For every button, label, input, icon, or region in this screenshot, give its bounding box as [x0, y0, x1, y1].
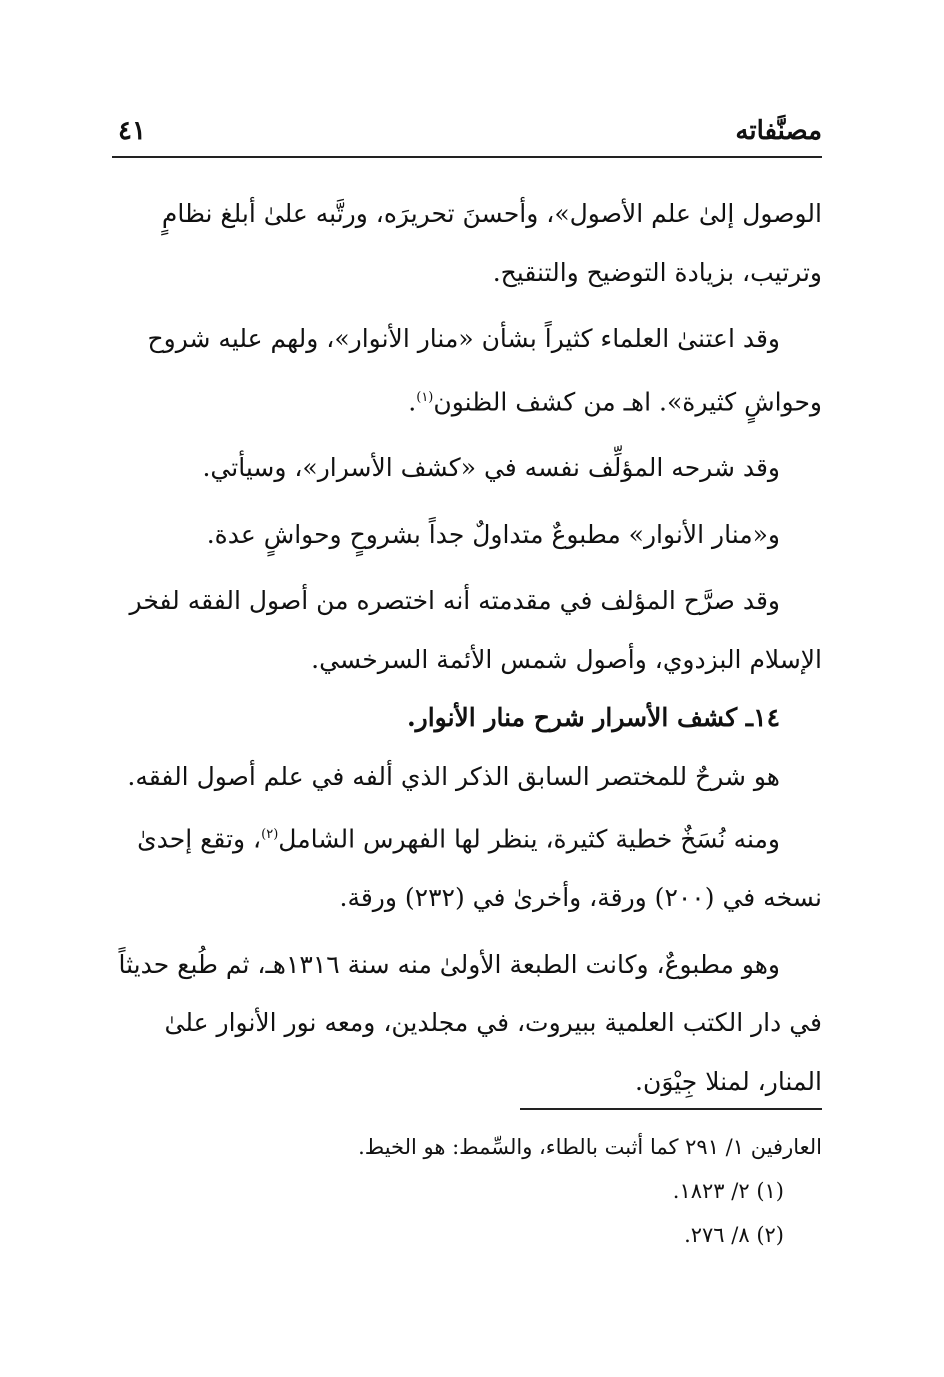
footnote-2: (٢) ٨/ ٢٧٦.	[684, 1223, 784, 1247]
running-title: مصنَّفاته	[735, 116, 822, 146]
paragraph-7-line-1	[112, 806, 822, 869]
page-header	[112, 108, 822, 158]
paragraph-1-line-2: وترتيب، بزيادة التوضيح والتنقيح.	[492, 257, 822, 287]
footnote-separator	[520, 1108, 822, 1110]
paragraph-2-end: .	[408, 386, 417, 416]
paragraph-8-line-3: المنار، لمنلا جِيْوَن.	[635, 1066, 822, 1096]
paragraph-7-text-cont: ، وتقع إحدىٰ	[137, 824, 262, 854]
footnote-ref-1[interactable]: (١)	[416, 389, 434, 405]
paragraph-5-line-1: وقد صرَّح المؤلف في مقدمته أنه اختصره من أصول الفقه لفخر	[129, 586, 780, 616]
footnote-1: (١) ٢/ ١٨٢٣.	[672, 1179, 784, 1203]
paragraph-7-line-2: نسخه في (٢٠٠) ورقة، وأخرىٰ في (٢٣٢) ورقة.	[339, 883, 822, 913]
footnotes	[112, 1125, 822, 1257]
paragraph-2-text: وحواشٍ كثيرة». اهـ من كشف الظنون	[433, 386, 822, 416]
paragraph-5-line-2: الإسلام البزدوي، وأصول شمس الأئمة السرخسي.	[311, 644, 822, 674]
paragraph-6: هو شرحٌ للمختصر السابق الذكر الذي ألفه في علم أصول الفقه.	[127, 761, 780, 791]
paragraph-7-text: ومنه نُسَخٌ خطية كثيرة، ينظر لها الفهرس الشامل	[278, 824, 780, 854]
paragraph-2-line-1: وقد اعتنىٰ العلماء كثيراً بشأن «منار الأنوار»، ولهم عليه شروح	[147, 324, 780, 353]
main-text	[112, 185, 822, 1111]
paragraph-2-line-2	[112, 369, 822, 432]
paragraph-4: و«منار الأنوار» مطبوعٌ متداولٌ جداً بشروحٍ وحواشٍ عدة.	[206, 519, 780, 549]
page-number: ٤١	[118, 116, 146, 146]
footnote-continuation: العارفين ١/ ٢٩١ كما أثبت بالطاء، والسِّمط: هو الخيط.	[358, 1135, 822, 1159]
paragraph-1-line-1: الوصول إلىٰ علم الأصول»، وأحسنَ تحريرَه، ورتَّبه علىٰ أبلغ نظامٍ	[161, 199, 822, 228]
section-heading-14: ١٤ـ كشف الأسرار شرح منار الأنوار.	[406, 703, 780, 733]
paragraph-3: وقد شرحه المؤلِّف نفسه في «كشف الأسرار»، وسيأتي.	[202, 453, 780, 483]
paragraph-8-line-1: وهو مطبوعٌ، وكانت الطبعة الأولىٰ منه سنة ١٣١٦هـ، ثم طُبع حديثاً	[118, 949, 780, 979]
footnote-ref-2[interactable]: (٢)	[261, 827, 279, 843]
paragraph-8-line-2: في دار الكتب العلمية ببيروت، في مجلدين، ومعه نور الأنوار علىٰ	[164, 1008, 822, 1038]
